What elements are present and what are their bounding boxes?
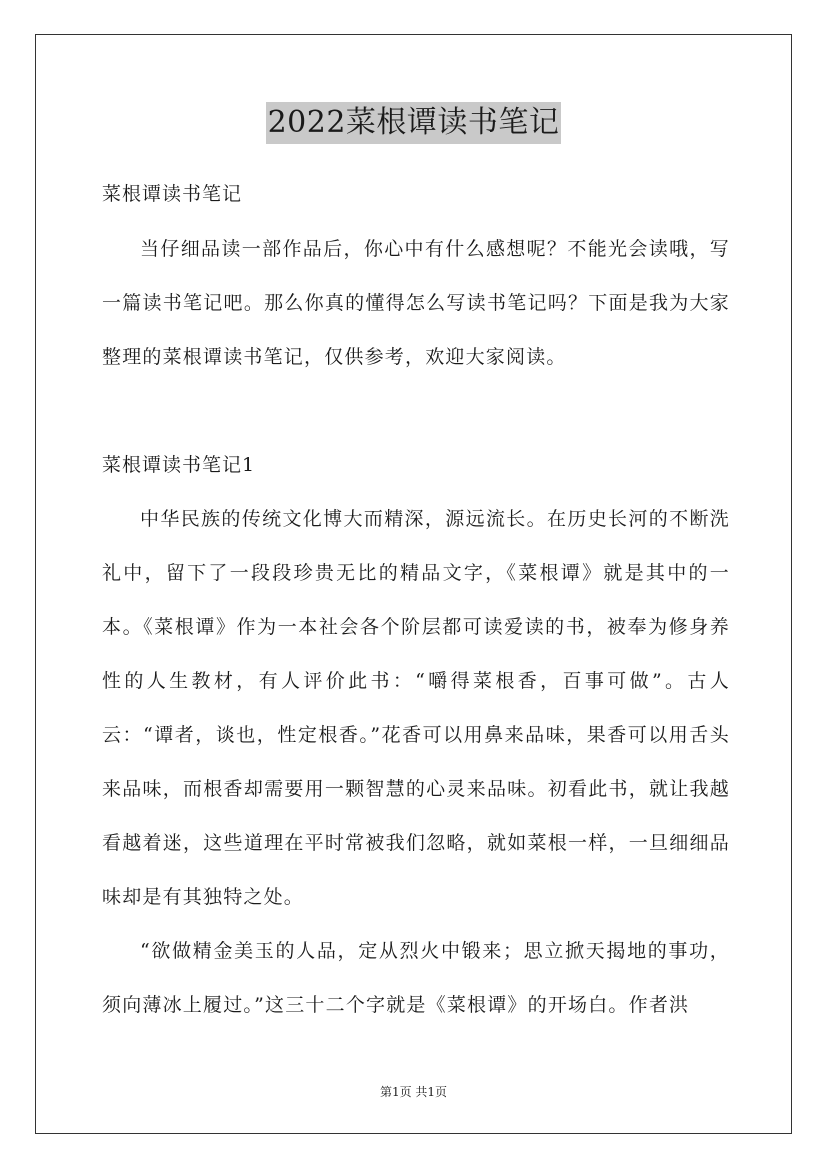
intro-section bbox=[102, 222, 730, 384]
document-title: 2022菜根谭读书笔记 bbox=[266, 102, 562, 144]
section1-body bbox=[102, 492, 730, 1032]
title-container bbox=[0, 102, 827, 144]
section1-heading: 菜根谭读书笔记1 bbox=[102, 454, 256, 476]
section1-paragraph-2: “欲做精金美玉的人品，定从烈火中锻来；思立掀天揭地的事功，须向薄冰上履过。”这三十二个字就是《菜根谭》的开场白。作者洪 bbox=[102, 940, 730, 1016]
section1-paragraph-1: 中华民族的传统文化博大而精深，源远流长。在历史长河的不断洗礼中，留下了一段段珍贵无比的精品文字，《菜根谭》就是其中的一本。《菜根谭》作为一本社会各个阶层都可读爱读的书，被奉为修身养性的人生教材，有人评价此书：“嚼得菜根香，百事可做”。古人云：“谭者，谈也，性定根香。”花香可以用鼻来品味，果香可以用舌头来品味，而根香却需要用一颗智慧的心灵来品味。初看此书，就让我越看越着迷，这些道理在平时常被我们忽略，就如菜根一样，一旦细细品味却是有其独特之处。 bbox=[102, 508, 730, 908]
document-subtitle: 菜根谭读书笔记 bbox=[102, 183, 243, 205]
intro-paragraph: 当仔细品读一部作品后，你心中有什么感想呢？不能光会读哦，写一篇读书笔记吧。那么你真的懂得怎么写读书笔记吗？下面是我为大家整理的菜根谭读书笔记，仅供参考，欢迎大家阅读。 bbox=[102, 238, 730, 368]
page-footer: 第1页 共1页 bbox=[379, 1085, 448, 1099]
